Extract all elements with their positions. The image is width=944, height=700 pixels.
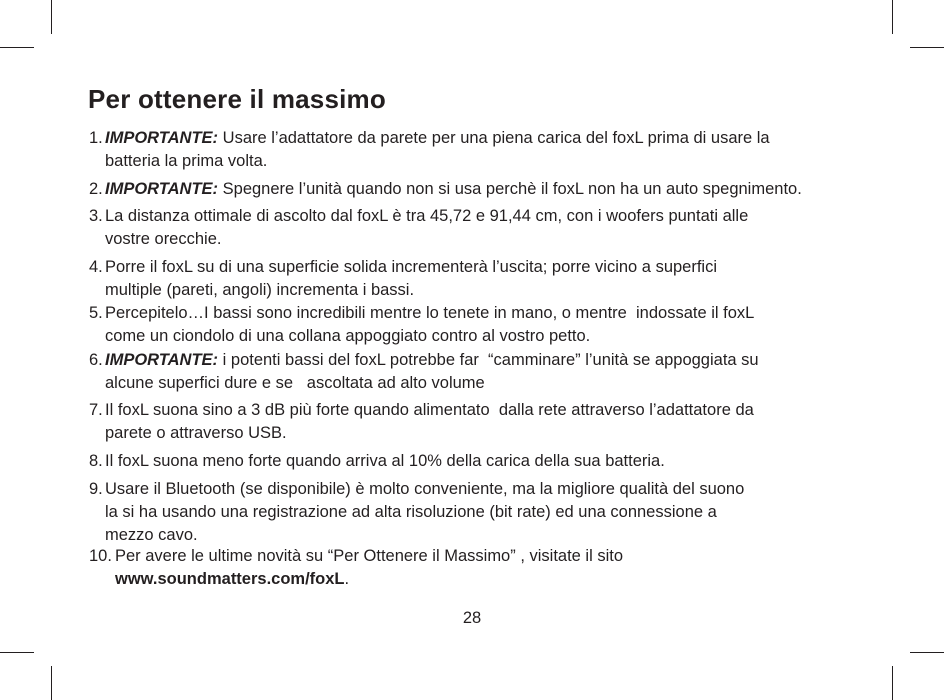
item-text-continuation: la si ha usando una registrazione ad alta risoluzione (bit rate) ed una connessione a [105, 503, 717, 521]
crop-mark-bottom-right-vertical [892, 666, 893, 700]
crop-mark-top-right-horizontal [910, 47, 944, 48]
list-item [89, 399, 754, 445]
list-item [89, 178, 802, 201]
list-item [89, 302, 754, 348]
crop-mark-bottom-right-horizontal [910, 652, 944, 653]
item-text-continuation: alcune superfici dure e se ascoltata ad alto volume [105, 374, 485, 392]
item-number: 10. [89, 547, 112, 565]
item-text: Usare l’adattatore da parete per una piena carica del foxL prima di usare la [218, 129, 770, 147]
item-text-continuation: vostre orecchie. [105, 230, 222, 248]
item-text-continuation: mezzo cavo. [105, 526, 198, 544]
item-number: 8. [89, 452, 103, 470]
important-label: IMPORTANTE: [105, 129, 219, 147]
item-number: 3. [89, 207, 103, 225]
list-item [89, 205, 748, 251]
item-text-continuation: batteria la prima volta. [105, 152, 268, 170]
item-number: 7. [89, 401, 103, 419]
item-text: La distanza ottimale di ascolto dal foxL è tra 45,72 e 91,44 cm, con i woofers puntati alle [105, 207, 749, 225]
list-item [89, 349, 759, 395]
item-number: 1. [89, 129, 103, 147]
crop-mark-top-right-vertical [892, 0, 893, 34]
list-item [89, 478, 744, 547]
crop-mark-bottom-left-horizontal [0, 652, 34, 653]
item-text-continuation: come un ciondolo di una collana appoggiato contro al vostro petto. [105, 327, 591, 345]
item-number: 5. [89, 304, 103, 322]
page-title: Per ottenere il massimo [88, 84, 386, 114]
list-item [89, 256, 717, 302]
list-item [89, 545, 623, 591]
item-text: Spegnere l’unità quando non si usa perchè il foxL non ha un auto spegnimento. [218, 180, 802, 198]
item-text: Il foxL suona meno forte quando arriva al 10% della carica della sua batteria. [105, 452, 665, 470]
page-number: 28 [462, 609, 482, 627]
list-item [89, 450, 665, 473]
item-number: 4. [89, 258, 103, 276]
item-number: 6. [89, 351, 103, 369]
crop-mark-top-left-vertical [51, 0, 52, 34]
url-suffix: . [344, 570, 350, 588]
item-text: Per avere le ultime novità su “Per Ottenere il Massimo” , visitate il sito [115, 547, 624, 565]
item-text: Porre il foxL su di una superficie solida incrementerà l’uscita; porre vicino a superfici [105, 258, 718, 276]
crop-mark-top-left-horizontal [0, 47, 34, 48]
important-label: IMPORTANTE: [105, 351, 219, 369]
item-number: 9. [89, 480, 103, 498]
item-number: 2. [89, 180, 103, 198]
item-text-continuation: multiple (pareti, angoli) incrementa i bassi. [105, 281, 415, 299]
list-item [89, 127, 770, 173]
important-label: IMPORTANTE: [105, 180, 219, 198]
item-text: Usare il Bluetooth (se disponibile) è molto conveniente, ma la migliore qualità del suono [105, 480, 745, 498]
item-text: i potenti bassi del foxL potrebbe far “camminare” l’unità se appoggiata su [218, 351, 759, 369]
website-link[interactable]: www.soundmatters.com/foxL [115, 570, 345, 588]
item-text: Percepitelo…I bassi sono incredibili mentre lo tenete in mano, o mentre indossate il foxL [105, 304, 755, 322]
crop-mark-bottom-left-vertical [51, 666, 52, 700]
item-text-continuation: parete o attraverso USB. [105, 424, 287, 442]
item-text: Il foxL suona sino a 3 dB più forte quando alimentato dalla rete attraverso l’adattatore da [105, 401, 754, 419]
